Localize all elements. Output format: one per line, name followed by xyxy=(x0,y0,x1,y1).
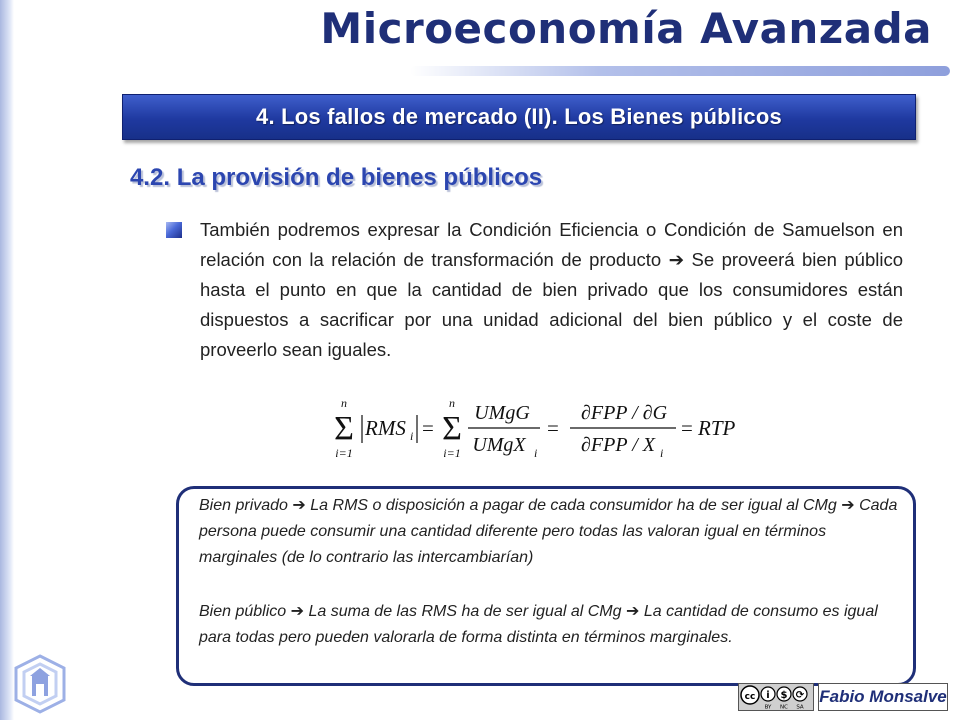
fpp-denominator: ∂FPP / X xyxy=(581,434,655,456)
sa-icon: ⟳ xyxy=(795,690,805,701)
public-good-text-1: La suma de las RMS ha de ser igual al CMg xyxy=(308,603,622,620)
rms-subscript: i xyxy=(410,429,414,443)
course-title: Microeconomía Avanzada xyxy=(320,4,932,53)
university-emblem-icon xyxy=(8,652,72,716)
license-sa: SA xyxy=(796,704,804,710)
fpp-numerator: ∂FPP / ∂G xyxy=(580,402,668,424)
sum-lower-limit-1: i=1 xyxy=(335,446,353,460)
sum-lower-limit-2: i=1 xyxy=(443,446,461,460)
arrow-icon: ➔ xyxy=(625,603,640,620)
bullet-square-icon xyxy=(166,222,182,238)
left-sidebar-gradient xyxy=(0,0,14,720)
chapter-title: 4. Los fallos de mercado (II). Los Bienes públicos xyxy=(256,104,782,129)
nc-icon: $ xyxy=(780,690,788,701)
comparison-box xyxy=(176,486,916,686)
paragraph-part-2: Se proveerá bien público hasta el punto en que la cantidad de bien privado que los consumidores están dispuestos a sacrificar por una unidad adicional del bien público y el coste de proveerlo sean iguales. xyxy=(200,249,904,360)
section-title: 4.2. La provisión de bienes públicos xyxy=(130,164,543,191)
equals-sign-2: = xyxy=(547,416,559,440)
sum-upper-limit-2: n xyxy=(449,396,455,410)
umg-denominator-subscript: i xyxy=(534,446,538,460)
umg-numerator: UMgG xyxy=(474,402,530,424)
sum-symbol-2: Σ xyxy=(442,410,462,447)
author-name: Fabio Monsalve xyxy=(818,683,948,711)
sum-symbol-1: Σ xyxy=(334,410,354,447)
chapter-banner xyxy=(122,94,916,140)
title-underline xyxy=(410,66,950,76)
private-good-label: Bien privado xyxy=(199,497,288,514)
private-good-text-2: Cada persona puede consumir una cantidad diferente pero todas las valoran igual en términos marginales (de lo contrario las intercambiarían) xyxy=(199,497,898,566)
equals-sign-1: = xyxy=(422,416,434,440)
public-good-label: Bien público xyxy=(199,603,287,620)
samuelson-formula xyxy=(330,395,750,465)
public-good-paragraph xyxy=(199,599,899,651)
license-by: BY xyxy=(764,704,772,710)
by-icon: i xyxy=(766,690,770,701)
rms-label: RMS xyxy=(365,416,406,440)
private-good-text-1: La RMS o disposición a pagar de cada consumidor ha de ser igual al CMg xyxy=(310,497,837,514)
sum-upper-limit-1: n xyxy=(341,396,347,410)
cc-icon: cc xyxy=(744,692,756,702)
arrow-icon: ➔ xyxy=(292,497,306,514)
paragraph-part-1: También podremos expresar la Condición Eficiencia o Condición de Samuelson en relación con la relación de transformación de producto xyxy=(200,219,903,270)
private-good-paragraph xyxy=(199,493,899,571)
equals-sign-3: = xyxy=(681,416,693,440)
arrow-icon: ➔ xyxy=(841,497,855,514)
fpp-denominator-subscript: i xyxy=(660,446,664,460)
arrow-icon: ➔ xyxy=(290,603,305,620)
rtp-label: RTP xyxy=(698,416,736,440)
umg-denominator: UMgX xyxy=(472,434,526,456)
arrow-icon: ➔ xyxy=(668,249,685,270)
creative-commons-badge xyxy=(738,683,814,711)
public-good-text-2: La cantidad de consumo es igual para todas pero pueden valorarla de forma distinta en términos marginales. xyxy=(199,603,878,646)
bullet-paragraph xyxy=(200,215,903,365)
license-nc: NC xyxy=(780,704,788,710)
